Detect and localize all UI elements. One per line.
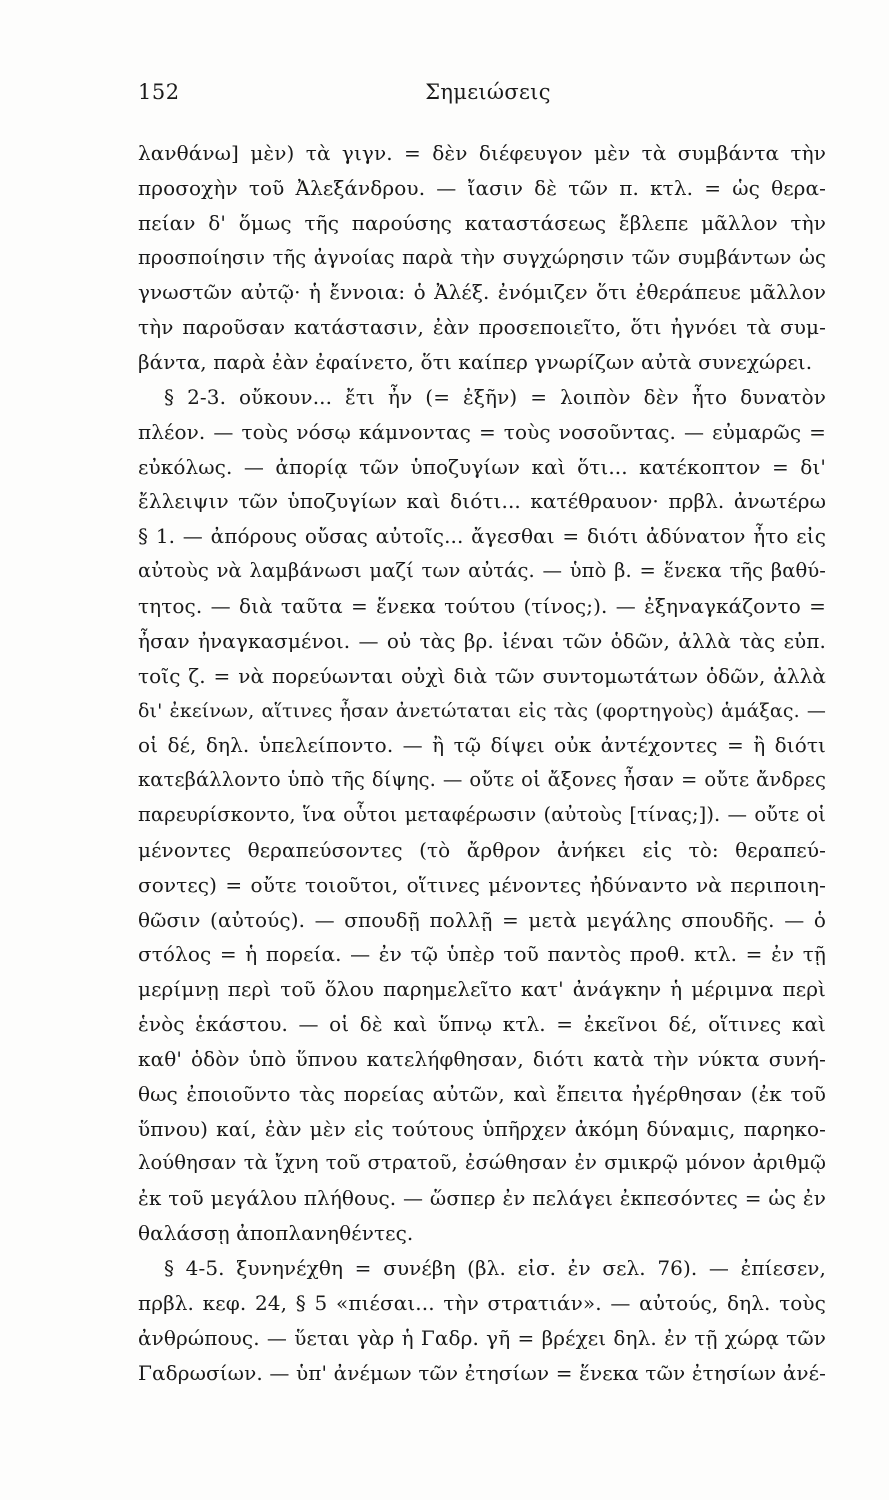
text-line: πλέον. — τοὺς νόσῳ κάμνοντας = τοὺς νοσοῦντας. — εὐμαρῶς = — [138, 419, 826, 444]
text-line: οἱ δέ, δηλ. ὑπελείποντο. — ἢ τῷ δίψει οὐκ ἀντέχοντες = ἢ διότι — [138, 733, 826, 758]
notes-text — [138, 136, 826, 1390]
text-line: αὐτοὺς νὰ λαμβάνωσι μαζί των αὐτάς. — ὑπὸ β. = ἕνεκα τῆς βαθύ- — [138, 559, 826, 583]
text-line: ἀνθρώπους. — ὕεται γὰρ ἡ Γαδρ. γῆ = βρέχει δηλ. ἐν τῇ χώρᾳ τῶν — [138, 1325, 826, 1350]
text-line: πείαν δ' ὅμως τῆς παρούσης καταστάσεως ἔβλεπε μᾶλλον τὴν — [138, 210, 826, 235]
paragraph-start-line: § 2-3. οὔκουν... ἔτι ἦν (= ἐξῆν) = λοιπὸν δὲν ἦτο δυνατὸν — [164, 384, 826, 409]
running-title: Σημειώσεις — [425, 80, 551, 104]
text-line: § 1. — ἀπόρους οὔσας αὐτοῖς... ἄγεσθαι = διότι ἀδύνατον ἦτο εἰς — [138, 524, 826, 549]
text-line: τοῖς ζ. = νὰ πορεύωνται οὐχὶ διὰ τῶν συντομωτάτων ὁδῶν, ἀλλὰ — [138, 663, 826, 688]
text-line: δι' ἐκείνων, αἵτινες ἦσαν ἀνετώταται εἰς τὰς (φορτηγοὺς) ἁμάξας. — — [138, 699, 826, 722]
text-line: παρευρίσκοντο, ἵνα οὗτοι μεταφέρωσιν (αὐτοὺς [τίνας;]). — οὔτε οἱ — [138, 803, 826, 827]
text-line: κατεβάλλοντο ὑπὸ τῆς δίψης. — οὔτε οἱ ἄξονες ἦσαν = οὔτε ἄνδρες — [138, 768, 826, 792]
text-line: εὐκόλως. — ἀπορίᾳ τῶν ὑποζυγίων καὶ ὅτι... κατέκοπτον = δι' — [138, 454, 826, 479]
text-line: μένοντες θεραπεύσοντες (τὸ ἄρθρον ἀνήκει εἰς τὸ: θεραπεύ- — [138, 837, 826, 862]
text-line: μερίμνῃ περὶ τοῦ ὅλου παρημελεῖτο κατ' ἀνάγκην ἡ μέριμνα περὶ — [138, 977, 826, 1002]
text-line: σοντες) = οὔτε τοιοῦτοι, οἵτινες μένοντες ἠδύναντο νὰ περιποιη- — [138, 872, 826, 897]
text-line: θῶσιν (αὐτούς). — σπουδῇ πολλῇ = μετὰ μεγάλης σπουδῆς. — ὁ — [138, 907, 826, 932]
text-line: τὴν παροῦσαν κατάστασιν, ἐὰν προσεποιεῖτο, ὅτι ἠγνόει τὰ συμ- — [138, 315, 826, 340]
running-head — [138, 80, 818, 110]
text-line: ἔλλειψιν τῶν ὑποζυγίων καὶ διότι... κατέθραυον· πρβλ. ἀνωτέρω — [138, 489, 826, 514]
text-line: ὕπνου) καί, ἐὰν μὲν εἰς τούτους ὑπῆρχεν ἀκόμη δύναμις, παρηκο- — [138, 1116, 826, 1141]
text-line: πρβλ. κεφ. 24, § 5 «πιέσαι... τὴν στρατιάν». — αὐτούς, δηλ. τοὺς — [138, 1290, 826, 1315]
text-line: προσοχὴν τοῦ Ἀλεξάνδρου. — ἴασιν δὲ τῶν π. κτλ. = ὡς θερα- — [138, 175, 826, 200]
text-line: βάντα, παρὰ ἐὰν ἐφαίνετο, ὅτι καίπερ γνωρίζων αὐτὰ συνεχώρει. — [138, 350, 813, 375]
page-number: 152 — [138, 80, 180, 104]
text-line: ἑνὸς ἑκάστου. — οἱ δὲ καὶ ὕπνῳ κτλ. = ἐκεῖνοι δέ, οἵτινες καὶ — [138, 1012, 826, 1037]
text-line: ἐκ τοῦ μεγάλου πλήθους. — ὥσπερ ἐν πελάγει ἐκπεσόντες = ὡς ἐν — [138, 1186, 826, 1211]
paragraph-start-line: § 4-5. ξυνηνέχθη = συνέβη (βλ. εἰσ. ἐν σελ. 76). — ἐπίεσεν, — [164, 1256, 826, 1280]
text-line: θως ἐποιοῦντο τὰς πορείας αὐτῶν, καὶ ἔπειτα ἠγέρθησαν (ἐκ τοῦ — [138, 1081, 826, 1106]
text-line: ἦσαν ἠναγκασμένοι. — οὐ τὰς βρ. ἰέναι τῶν ὁδῶν, ἀλλὰ τὰς εὐπ. — [138, 628, 826, 653]
text-line: γνωστῶν αὐτῷ· ἡ ἔννοια: ὁ Ἀλέξ. ἐνόμιζεν ὅτι ἐθεράπευε μᾶλλον — [138, 280, 826, 305]
text-line: θαλάσσῃ ἀποπλανηθέντες. — [138, 1221, 414, 1246]
text-line: καθ' ὁδὸν ὑπὸ ὕπνου κατελήφθησαν, διότι κατὰ τὴν νύκτα συνή- — [138, 1046, 826, 1071]
text-line: Γαδρωσίων. — ὑπ' ἀνέμων τῶν ἐτησίων = ἕνεκα τῶν ἐτησίων ἀνέ- — [138, 1360, 826, 1385]
text-line: στόλος = ἡ πορεία. — ἐν τῷ ὑπὲρ τοῦ παντὸς προθ. κτλ. = ἐν τῇ — [138, 942, 826, 967]
text-line: λούθησαν τὰ ἴχνη τοῦ στρατοῦ, ἐσώθησαν ἐν σμικρῷ μόνον ἀριθμῷ — [138, 1151, 826, 1175]
text-line: τητος. — διὰ ταῦτα = ἕνεκα τούτου (τίνος;). — ἐξηναγκάζοντο = — [138, 593, 826, 618]
text-line: λανθάνω] μὲν) τὰ γιγν. = δὲν διέφευγον μὲν τὰ συμβάντα τὴν — [138, 141, 826, 165]
text-line: προσποίησιν τῆς ἀγνοίας παρὰ τὴν συγχώρησιν τῶν συμβάντων ὡς — [138, 245, 826, 269]
